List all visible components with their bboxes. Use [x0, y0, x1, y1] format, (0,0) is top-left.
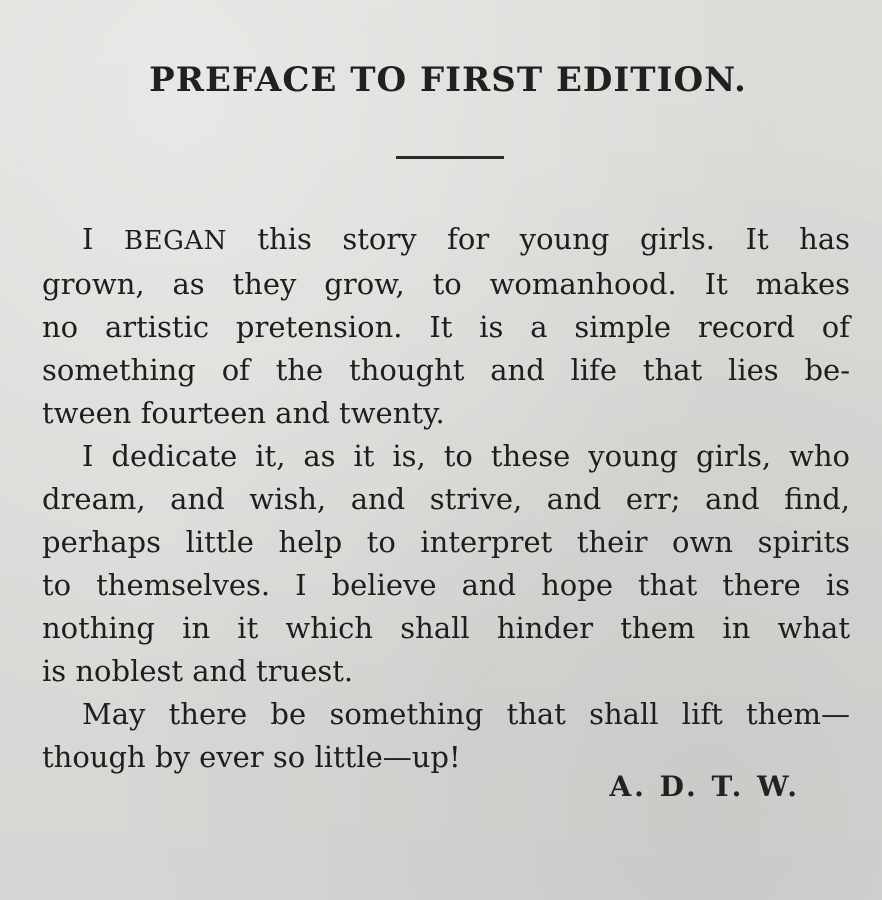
paragraph-2-line-3: perhaps little help to interpret their own spirits — [42, 525, 850, 559]
paragraph-2-line-6: is noblest and truest. — [42, 654, 354, 688]
title-divider — [396, 156, 504, 159]
paragraph-3-line-2: though by ever so little—up! — [42, 740, 461, 774]
author-signature: A. D. T. W. — [609, 770, 800, 803]
paragraph-3-line-1: May there be something that shall lift them— — [82, 697, 850, 731]
preface-body — [42, 218, 850, 779]
paragraph-1-line-1 — [42, 218, 850, 263]
paragraph-2-line-1: I dedicate it, as it is, to these young girls, who — [82, 439, 850, 473]
paragraph-2-line-5: nothing in it which shall hinder them in what — [42, 611, 850, 645]
paragraph-2-line-2: dream, and wish, and strive, and err; and find, — [42, 482, 850, 516]
page-title: PREFACE TO FIRST EDITION. — [149, 60, 747, 100]
paragraph-1-line-3: no artistic pretension. It is a simple record of — [42, 310, 850, 344]
paragraph-1-line-2: grown, as they grow, to womanhood. It makes — [42, 267, 850, 301]
lead-smallcaps: BEGAN — [123, 226, 227, 256]
line-rest: this story for young girls. It has — [226, 222, 850, 256]
drop-word: I — [82, 222, 94, 256]
paragraph-1-line-4: something of the thought and life that lies be- — [42, 353, 850, 387]
paragraph-2-line-4: to themselves. I believe and hope that there is — [42, 568, 850, 602]
paragraph-1-line-5: tween fourteen and twenty. — [42, 396, 445, 430]
